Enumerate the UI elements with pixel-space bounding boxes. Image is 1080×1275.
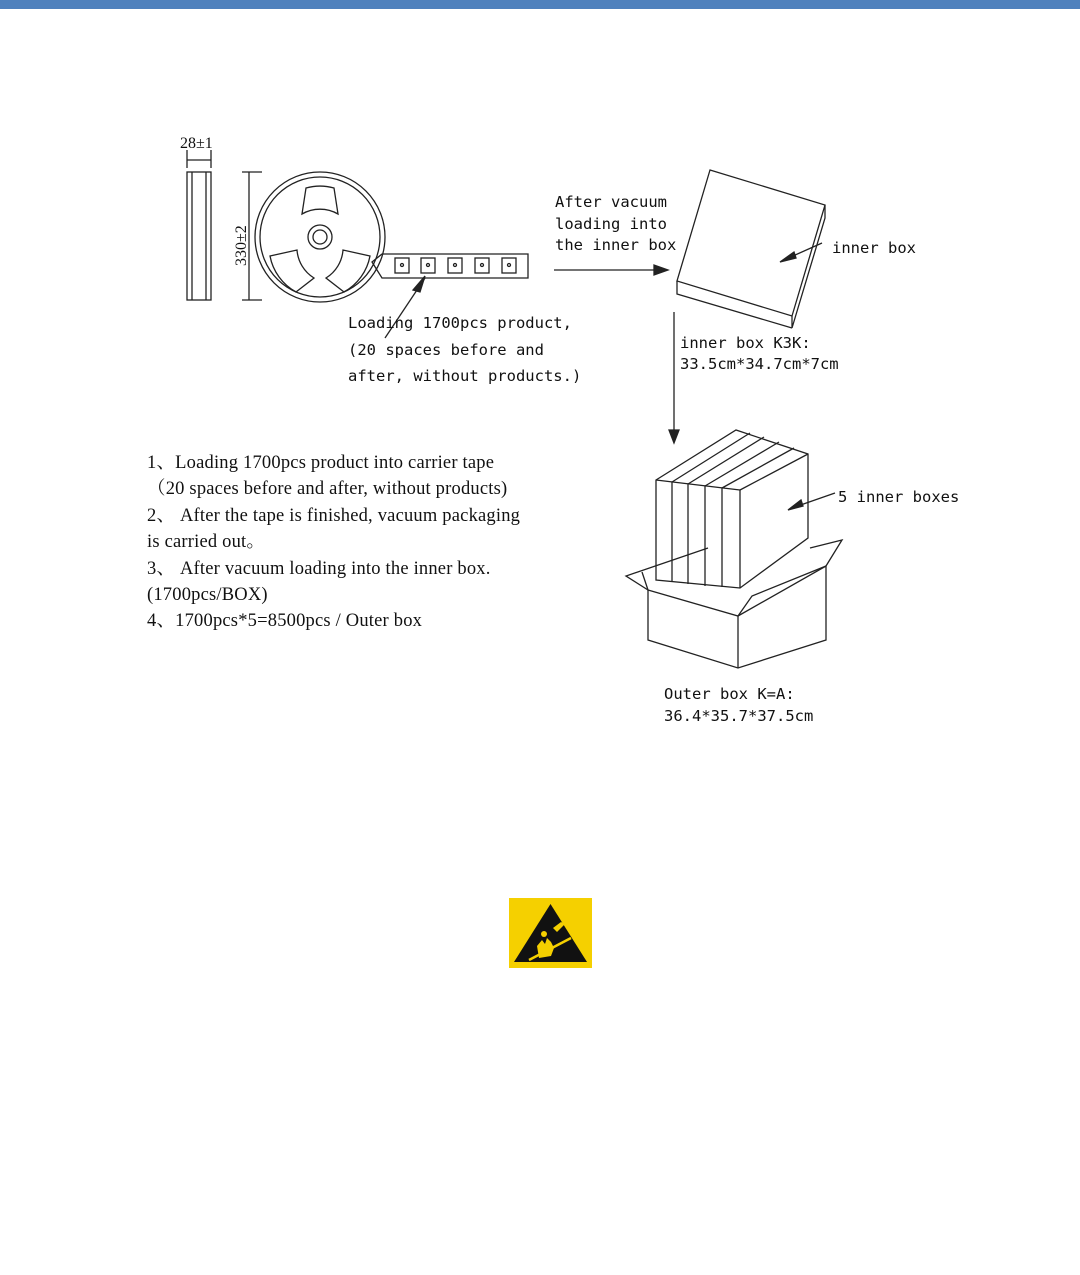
reel-label-line-1: Loading 1700pcs product, (348, 314, 572, 332)
packaging-steps (147, 450, 617, 635)
step-4-line-1: 4、1700pcs*5=8500pcs / Outer box (147, 611, 423, 632)
outer-box-drawing (626, 430, 842, 668)
vacuum-label-line-2: loading into (555, 215, 667, 233)
step-3-line-2: (1700pcs/BOX) (147, 585, 268, 606)
step-1-line-1: 1、Loading 1700pcs product into carrier tape (147, 453, 495, 473)
outer-box-spec-line-1: Outer box K=A: (664, 685, 795, 703)
inner-box-spec-line-1: inner box K3K: (680, 334, 811, 352)
reel-label-line-2: (20 spaces before and (348, 341, 544, 359)
outer-box-spec-line-2: 36.4*35.7*37.5cm (664, 707, 814, 725)
five-boxes-label: 5 inner boxes (838, 488, 960, 506)
esd-warning-icon (509, 898, 592, 968)
dim-width-text: 28±1 (180, 135, 213, 152)
reel-label-line-3: after, without products.) (348, 367, 582, 385)
inner-box-label: inner box (832, 239, 916, 257)
step-2-line-2: is carried out。 (147, 532, 266, 553)
reel-diameter-dimension (233, 172, 262, 300)
inner-box-spec-line-2: 33.5cm*34.7cm*7cm (680, 355, 839, 373)
step-3-line-1: 3、 After vacuum loading into the inner box. (147, 558, 491, 579)
step-2-line-1: 2、 After the tape is finished, vacuum packaging (147, 505, 521, 526)
reel-side-view (180, 135, 213, 300)
dim-diameter-text: 330±2 (233, 225, 250, 266)
step-1-line-2: （20 spaces before and after, without products) (147, 479, 508, 500)
reel-front-view (255, 172, 385, 302)
inner-box-drawing (677, 170, 825, 328)
vacuum-label-line-3: the inner box (555, 236, 677, 254)
vacuum-label-line-1: After vacuum (555, 193, 667, 211)
